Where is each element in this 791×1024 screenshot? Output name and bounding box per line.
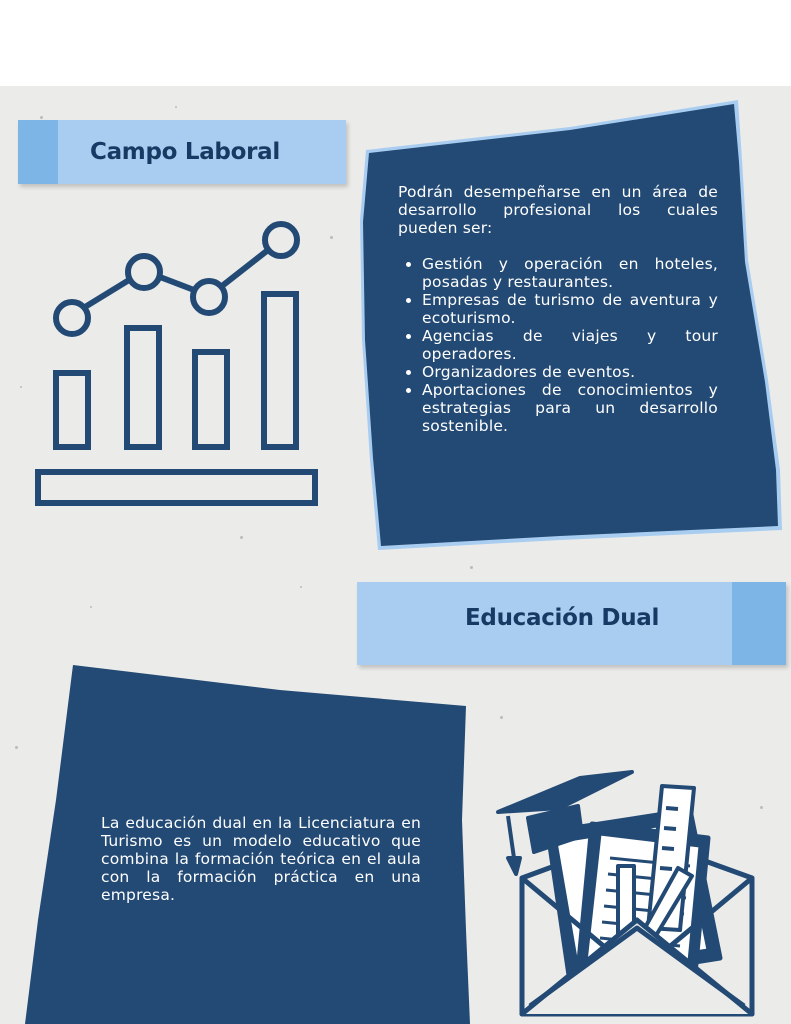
list-item: • Aportaciones de conocimientos y estrategias para un desarrollo sostenible. xyxy=(422,382,718,436)
educacion-dual-body: La educación dual en la Licenciatura en Turismo es un modelo educativo que combina la formación teórica en el aula con la formación práctica en una empresa. xyxy=(101,814,421,904)
educacion-dual-title: Educación Dual xyxy=(465,604,660,631)
list-item: • Gestión y operación en hoteles, posadas y restaurantes. xyxy=(422,256,718,292)
campo-laboral-title: Campo Laboral xyxy=(90,139,280,165)
list-item: • Empresas de turismo de aventura y ecoturismo. xyxy=(422,292,718,328)
list-item: • Organizadores de eventos. xyxy=(422,364,718,382)
list-item: • Agencias de viajes y tour operadores. xyxy=(422,328,718,364)
campo-laboral-intro: Podrán desempeñarse en un área de desarrollo profesional los cuales pueden ser: xyxy=(398,183,718,237)
